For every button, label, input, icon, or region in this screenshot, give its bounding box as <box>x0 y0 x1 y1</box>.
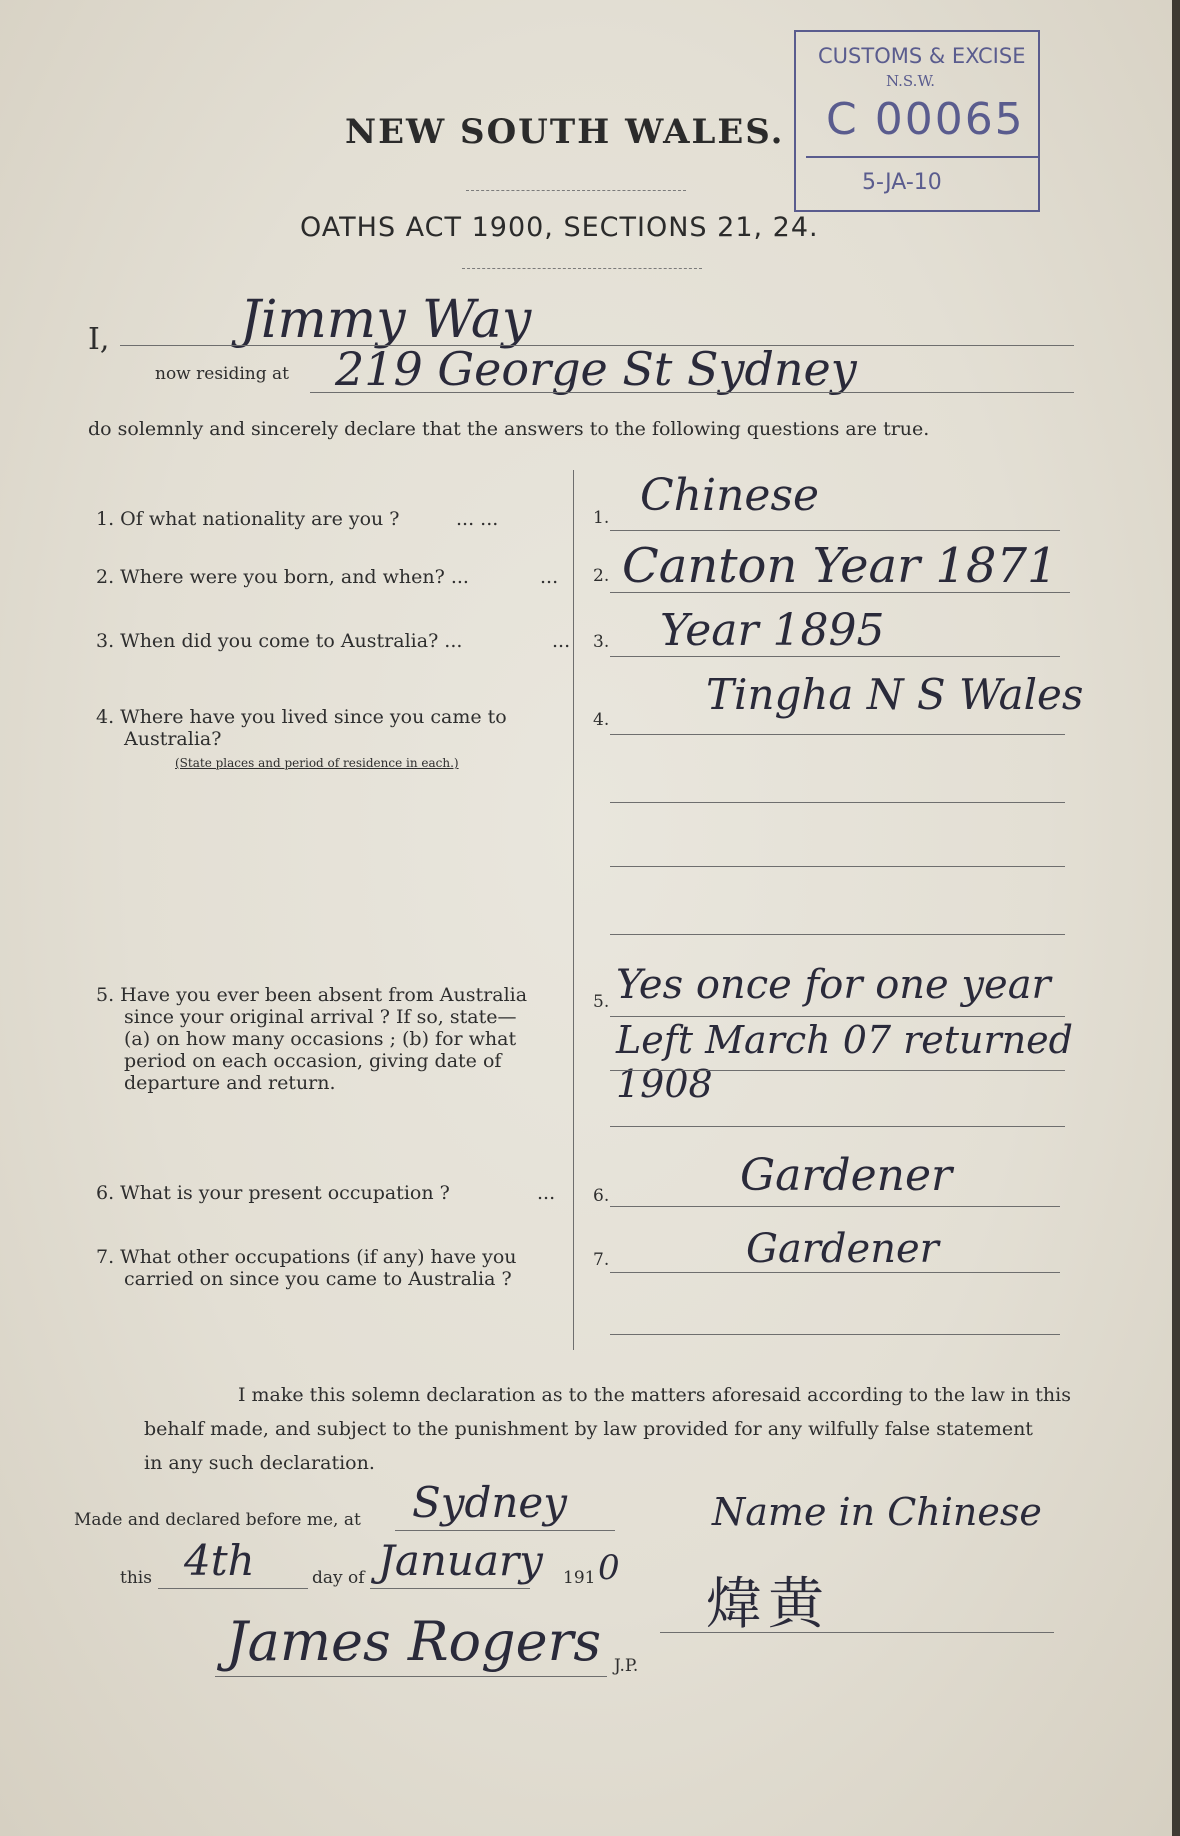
declarant-address: 219 George St Sydney <box>335 342 857 396</box>
subtitle-divider <box>462 268 702 269</box>
answer-4-rule <box>610 734 1065 735</box>
answer-1-number: 1. <box>593 508 610 528</box>
answer-5-rule <box>610 1016 1065 1017</box>
made-label: Made and declared before me, at <box>74 1510 361 1530</box>
answer-4: Tingha N S Wales <box>706 670 1084 719</box>
question-5-line4: period on each occasion, giving date of <box>124 1050 502 1072</box>
answer-6-number: 6. <box>593 1186 610 1206</box>
answer-6: Gardener <box>740 1150 953 1201</box>
question-5-line5: departure and return. <box>124 1072 336 1094</box>
attestation-month: January <box>378 1536 543 1585</box>
justice-signature: James Rogers <box>226 1610 602 1673</box>
answer-2: Canton Year 1871 <box>622 538 1058 594</box>
month-rule <box>370 1588 530 1589</box>
question-4-line1: 4. Where have you lived since you came to <box>96 706 507 728</box>
residing-label: now residing at <box>155 364 290 384</box>
column-divider <box>573 470 574 1350</box>
answer-4-rule-4 <box>610 934 1065 935</box>
answer-7: Gardener <box>746 1226 939 1272</box>
attestation-place: Sydney <box>412 1478 568 1527</box>
page-edge <box>1172 0 1180 1836</box>
attestation-day: 4th <box>184 1536 255 1585</box>
question-7-line1: 7. What other occupations (if any) have you <box>96 1246 517 1268</box>
answer-5-number: 5. <box>593 992 610 1012</box>
customs-stamp <box>794 30 1040 212</box>
day-of-label: day of <box>312 1568 365 1588</box>
question-3: 3. When did you come to Australia? ... <box>96 630 463 652</box>
closing-line2: behalf made, and subject to the punishment by law provided for any wilfully false statement <box>144 1418 1033 1440</box>
stamp-line1: CUSTOMS & EXCISE <box>818 44 1026 68</box>
question-1-dots: ... ... <box>456 508 499 530</box>
declarant-name: Jimmy Way <box>240 290 532 350</box>
question-5-line2: since your original arrival ? If so, state— <box>124 1006 517 1028</box>
place-rule <box>395 1530 615 1531</box>
answer-3-rule <box>610 656 1060 657</box>
answer-5-line1: Yes once for one year <box>616 962 1051 1008</box>
chinese-name: 煒黄 <box>706 1572 830 1637</box>
stamp-line2: N.S.W. <box>886 72 936 90</box>
answer-5-rule-2 <box>610 1070 1065 1071</box>
name-in-chinese-label: Name in Chinese <box>712 1490 1042 1534</box>
answer-2-number: 2. <box>593 566 610 586</box>
address-rule <box>310 392 1074 393</box>
question-4-note: (State places and period of residence in each.) <box>175 756 459 770</box>
answer-2-rule <box>610 592 1070 593</box>
form-subtitle: OATHS ACT 1900, SECTIONS 21, 24. <box>300 212 819 243</box>
year-suffix: 0 <box>598 1548 620 1588</box>
question-5-line3: (a) on how many occasions ; (b) for what <box>124 1028 517 1050</box>
chinese-name-rule <box>660 1632 1054 1633</box>
answer-3-number: 3. <box>593 632 610 652</box>
question-4-line2: Australia? <box>124 728 222 750</box>
declarant-prefix: I, <box>88 322 110 357</box>
question-5-line1: 5. Have you ever been absent from Australia <box>96 984 528 1006</box>
answer-1: Chinese <box>640 470 820 521</box>
answer-5-rule-3 <box>610 1126 1065 1127</box>
question-2-dots: ... <box>540 566 559 588</box>
answer-7-number: 7. <box>593 1250 610 1270</box>
this-label: this <box>120 1568 152 1588</box>
day-rule <box>158 1588 308 1589</box>
answer-1-rule <box>610 530 1060 531</box>
answer-7-rule-2 <box>610 1334 1060 1335</box>
stamp-date: 5-JA-10 <box>862 170 942 195</box>
year-prefix: 191 <box>563 1568 596 1588</box>
answer-4-number: 4. <box>593 710 610 730</box>
answer-6-rule <box>610 1206 1060 1207</box>
answer-7-rule <box>610 1272 1060 1273</box>
form-title: NEW SOUTH WALES. <box>345 112 785 152</box>
closing-line3: in any such declaration. <box>144 1452 375 1474</box>
title-divider <box>466 190 686 191</box>
answer-5-line2: Left March 07 returned 1908 <box>616 1018 1073 1106</box>
declaration-statement: do solemnly and sincerely declare that the answers to the following questions are true. <box>88 418 930 440</box>
question-6-dots: ... <box>537 1182 556 1204</box>
closing-line1: I make this solemn declaration as to the matters aforesaid according to the law in this <box>238 1384 1071 1406</box>
jp-label: J.P. <box>614 1656 639 1676</box>
stamp-number: C 00065 <box>826 94 1025 145</box>
answer-4-rule-2 <box>610 802 1065 803</box>
stamp-divider <box>806 156 1038 158</box>
justice-rule <box>215 1676 607 1677</box>
question-2: 2. Where were you born, and when? ... <box>96 566 469 588</box>
answer-3: Year 1895 <box>660 605 885 656</box>
question-6: 6. What is your present occupation ? <box>96 1182 450 1204</box>
question-3-dots: ... <box>552 630 571 652</box>
question-1: 1. Of what nationality are you ? <box>96 508 400 530</box>
answer-4-rule-3 <box>610 866 1065 867</box>
question-7-line2: carried on since you came to Australia ? <box>124 1268 512 1290</box>
